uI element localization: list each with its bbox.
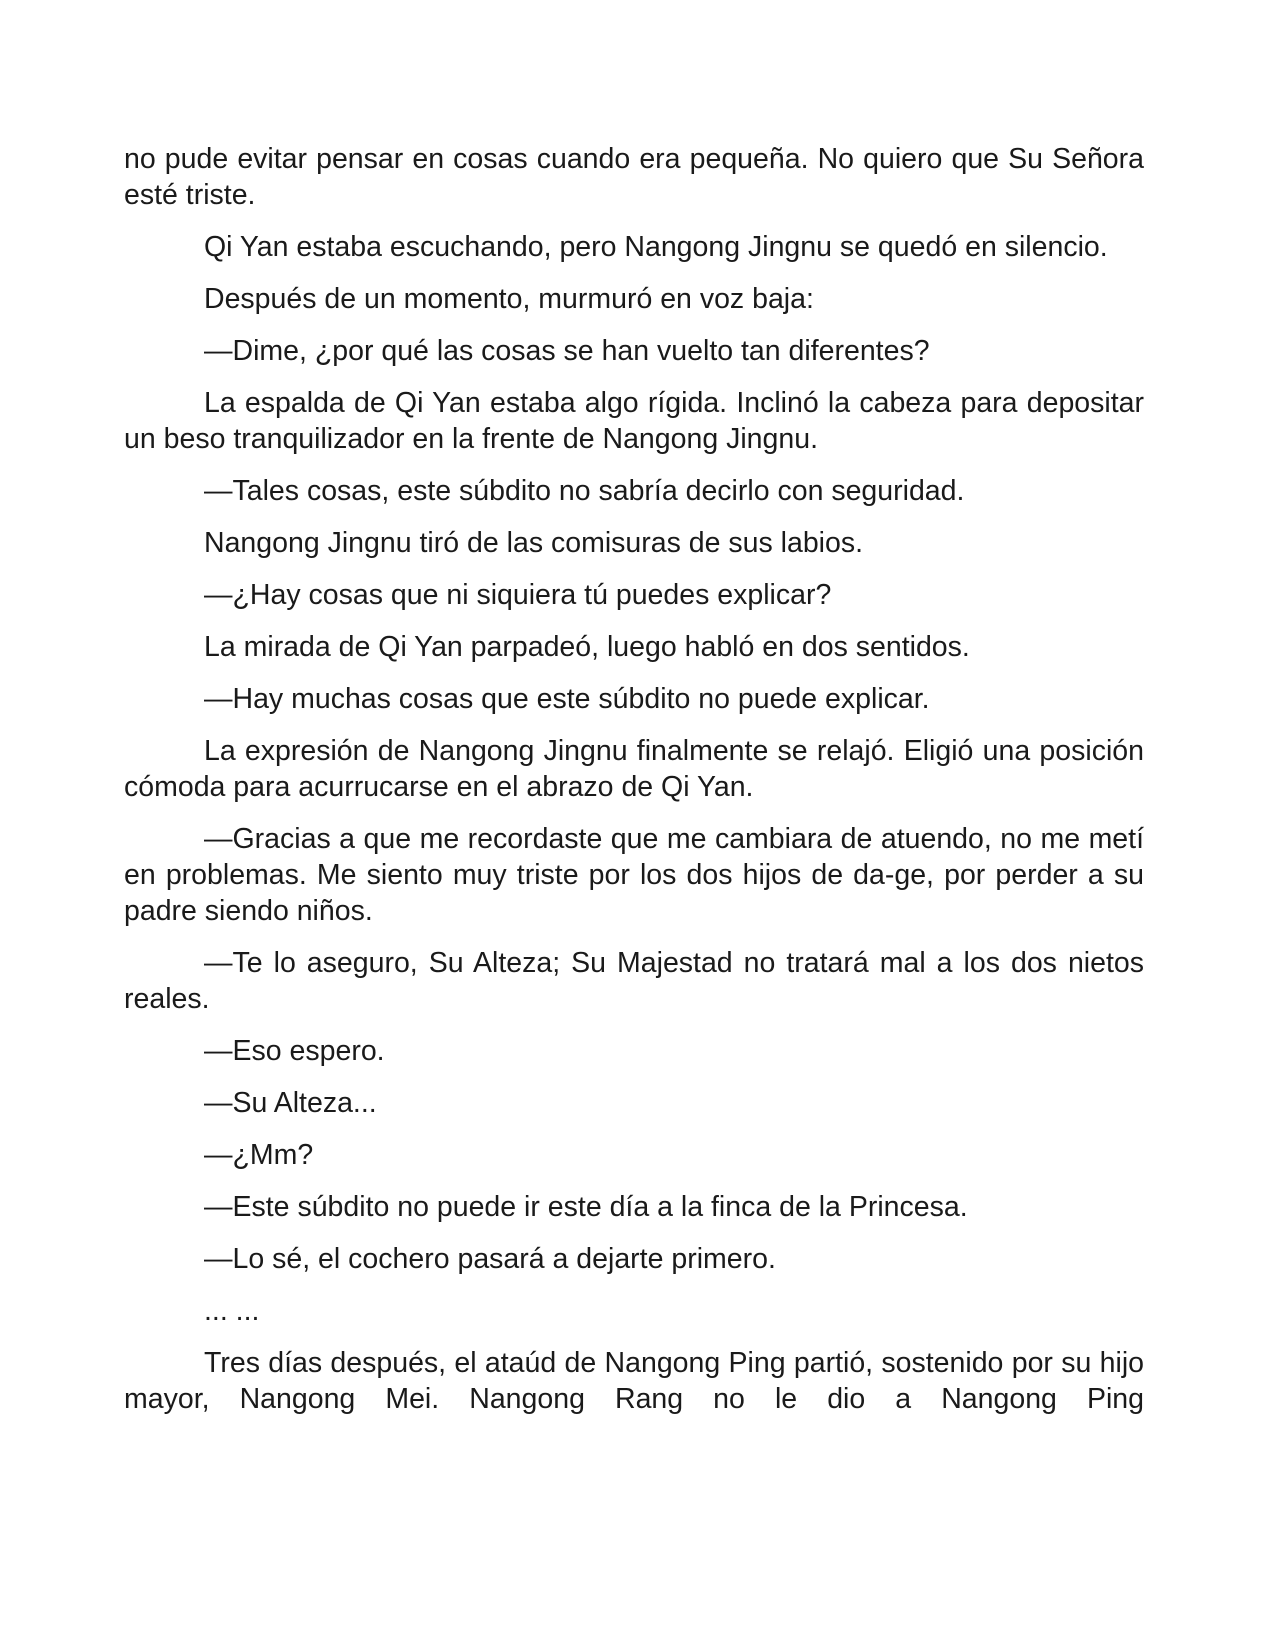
paragraph-2: Qi Yan estaba escuchando, pero Nangong Jingnu se quedó en silencio. [204,231,1108,263]
paragraph-1: no pude evitar pensar en cosas cuando era pequeña. No quiero que Su Señora esté triste. [124,143,1144,211]
paragraph-6: —Tales cosas, este súbdito no sabría decirlo con seguridad. [204,475,965,507]
paragraph-15: —Su Alteza... [204,1087,377,1119]
paragraph-13: —Te lo aseguro, Su Alteza; Su Majestad no tratará mal a los dos nietos reales. [124,947,1144,1015]
paragraph-5: La espalda de Qi Yan estaba algo rígida. Inclinó la cabeza para depositar un beso tranquilizador en la frente de Nangong Jingnu. [124,387,1144,455]
paragraph-11: La expresión de Nangong Jingnu finalmente se relajó. Eligió una posición cómoda para acurrucarse en el abrazo de Qi Yan. [124,735,1144,803]
paragraph-12: —Gracias a que me recordaste que me cambiara de atuendo, no me metí en problemas. Me siento muy triste por los dos hijos de da-ge, por perder a su padre siendo niños. [124,823,1144,927]
paragraph-10: —Hay muchas cosas que este súbdito no puede explicar. [204,683,930,715]
paragraph-18: —Lo sé, el cochero pasará a dejarte primero. [204,1243,776,1275]
paragraph-8: —¿Hay cosas que ni siquiera tú puedes explicar? [204,579,832,611]
paragraph-7: Nangong Jingnu tiró de las comisuras de sus labios. [204,527,864,559]
paragraph-4: —Dime, ¿por qué las cosas se han vuelto tan diferentes? [204,335,930,367]
paragraph-20: Tres días después, el ataúd de Nangong Ping partió, sostenido por su hijo mayor, Nangong Mei. Nangong Rang no le dio a Nangong Ping [124,1347,1144,1415]
paragraph-3: Después de un momento, murmuró en voz baja: [204,283,814,315]
document-page [124,141,1144,1433]
paragraph-17: —Este súbdito no puede ir este día a la finca de la Princesa. [204,1191,968,1223]
paragraph-9: La mirada de Qi Yan parpadeó, luego habló en dos sentidos. [204,631,970,663]
paragraph-16: —¿Mm? [204,1139,314,1171]
paragraph-14: —Eso espero. [204,1035,385,1067]
scene-break: ... ... [204,1295,260,1327]
